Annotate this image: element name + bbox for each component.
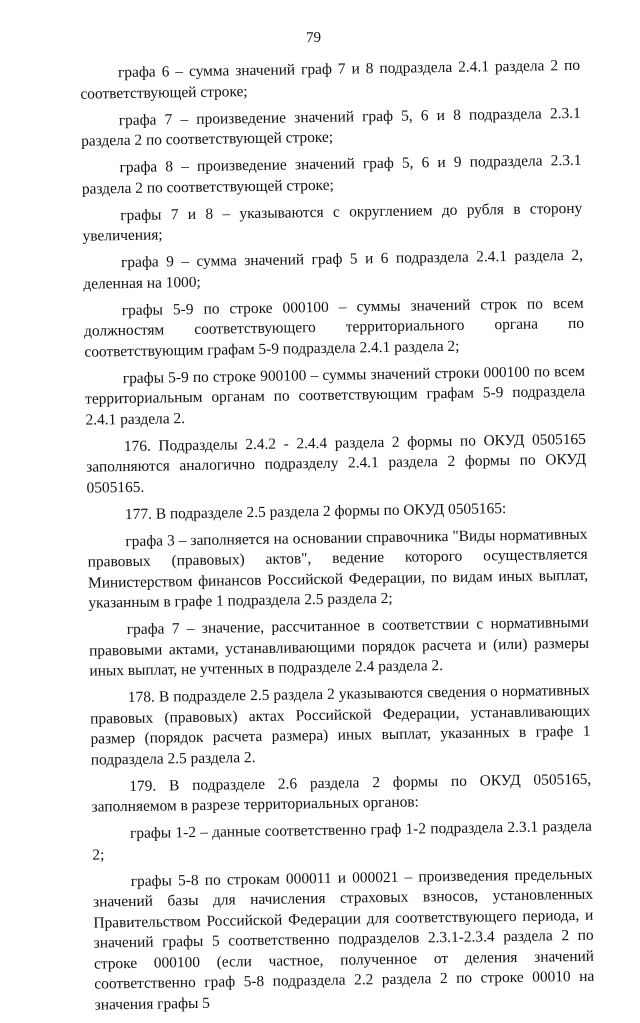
paragraph: графы 1-2 – данные соответственно граф 1-2 подраздела 2.3.1 раздела 2; <box>92 817 593 864</box>
paragraph: графа 9 – сумма значений граф 5 и 6 подраздела 2.4.1 раздела 2, деленная на 1000; <box>83 246 584 293</box>
paragraph: графа 8 – произведение значений граф 5, 6 и 9 подраздела 2.3.1 раздела 2 по соответствующей строке; <box>81 151 582 198</box>
paragraph: графа 3 – заполняется на основании справочника "Виды нормативных правовых (правовых) актов", ведение которого осуществляется Министерством финансов Российской Федерации, по видам иных выплат, указанным в графе 1 подраздела 2.5 раздела 2; <box>87 525 589 612</box>
paragraph: графа 7 – произведение значений граф 5, 6 и 8 подраздела 2.3.1 раздела 2 по соответствующей строке; <box>80 104 581 150</box>
paragraph-item-176: 176. Подразделы 2.4.2 - 2.4.4 раздела 2 формы по ОКУД 0505165 заполняются аналогично подразделу 2.4.1 раздела 2 формы по ОКУД 0505165. <box>86 430 587 497</box>
paragraph: графы 7 и 8 – указываются с округлением до рубля в сторону увеличения; <box>82 199 583 245</box>
paragraph: графа 7 – значение, рассчитанное в соответствии с нормативными правовыми актами, устанавливающими порядок расчета и (или) размеры иных выплат, не учтенных в подразделе 2.4 раздела 2. <box>88 613 590 680</box>
document-body <box>80 56 595 1022</box>
paragraph-item-177: 177. В подразделе 2.5 раздела 2 формы по ОКУД 0505165: <box>124 499 507 523</box>
page-number: 79 <box>305 29 322 47</box>
paragraph-item-178: 178. В подразделе 2.5 раздела 2 указываются сведения о нормативных правовых (правовых) актах Российской Федерации, устанавливающих размер (порядок расчета размера) иных выплат, указанных в графе 1 подраздела 2.5 раздела 2. <box>90 681 591 769</box>
paragraph: графы 5-9 по строке 000100 – суммы значений строк по всем должностям соответствующего территориального органа по соответствующим графам 5-9 подраздела 2.4.1 раздела 2; <box>83 294 585 361</box>
paragraph: графа 6 – сумма значений граф 7 и 8 подраздела 2.4.1 раздела 2 по соответствующей строке; <box>80 56 581 103</box>
paragraph: графы 5-9 по строке 900100 – суммы значений строки 000100 по всем территориальным органам по соответствующим графам 5-9 подраздела 2.4.1 раздела 2. <box>85 362 586 429</box>
paragraph: графы 5-8 по строкам 000011 и 000021 – произведения предельных значений базы для начисления страховых взносов, установленных Правительством Российской Федерации для соответствующего периода, и значений графы 5 соответственно подразделов 2.3.1-2.3.4 раздела 2 по строке 000100 (если частное, полученное от деления значений соответственно граф 5-8 подраздела 2.2 раздела 2 по строке 00010 на значения графы 5 <box>92 865 595 1014</box>
paragraph-item-179: 179. В подразделе 2.6 раздела 2 формы по ОКУД 0505165, заполняемом в разрезе территориальных органов: <box>91 770 592 816</box>
